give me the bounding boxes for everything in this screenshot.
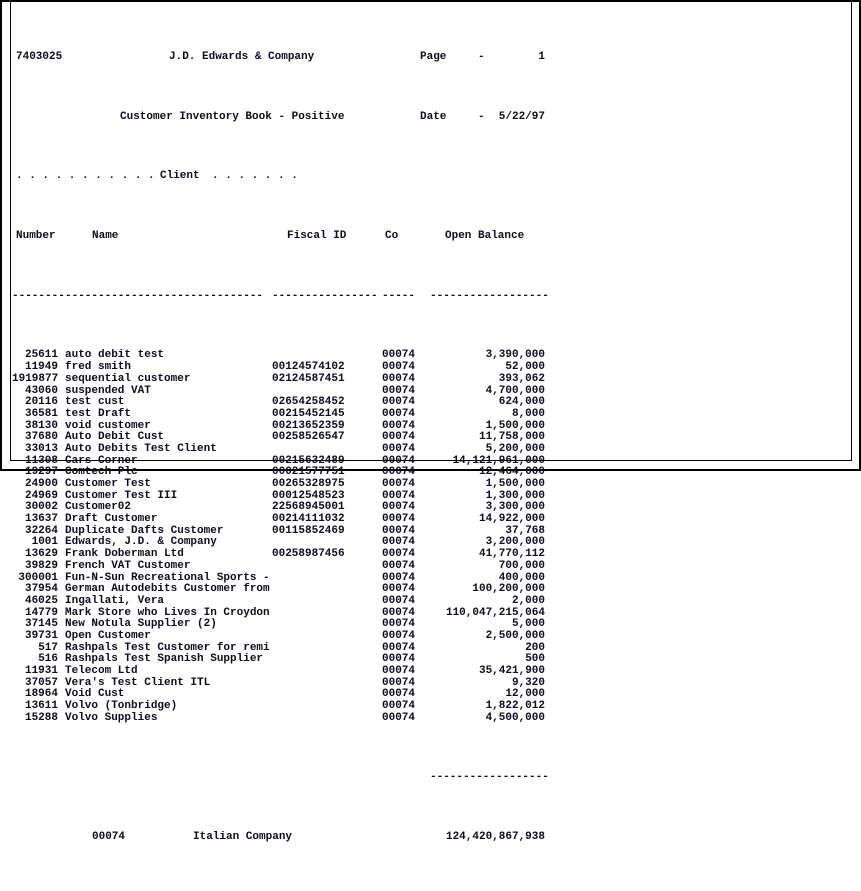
row-number: 20116: [24, 396, 58, 409]
row-open-balance: 700,000: [498, 559, 545, 572]
page-label: Page: [420, 51, 447, 63]
row-open-balance: 8,000: [511, 407, 545, 420]
row-open-balance: 1,300,000: [485, 489, 545, 502]
row-name: Comtech Plc: [65, 466, 138, 479]
row-name: Mark Store who Lives In Croydon: [65, 606, 270, 619]
table-row: [11, 666, 851, 678]
report-content: [11, 4, 851, 844]
row-name: sequential customer: [65, 372, 191, 385]
row-name: Customer02: [65, 501, 132, 514]
row-co: 00074: [382, 629, 416, 642]
row-number: 13629: [24, 548, 58, 561]
row-fiscal-id: 00021577751: [272, 466, 345, 479]
row-fiscal-id: [272, 584, 382, 596]
row-name: Volvo Supplies: [65, 711, 158, 724]
page-number: 1: [538, 51, 545, 63]
separator-co: -----: [382, 289, 416, 302]
row-fiscal-id: [272, 596, 382, 608]
report-rows: [11, 350, 851, 724]
row-co: 00074: [382, 559, 416, 572]
row-open-balance: 2,500,000: [485, 629, 545, 642]
column-header-co: Co: [385, 230, 399, 243]
total-co: 00074: [92, 831, 126, 844]
date-separator: -: [478, 110, 485, 123]
row-co: 00074: [382, 536, 416, 549]
row-open-balance: 1,500,000: [485, 419, 545, 432]
client-band-dots-right: . . . . . . .: [212, 170, 298, 183]
row-number: 1001: [31, 536, 58, 549]
row-co: 00074: [382, 431, 416, 444]
column-header-name: Name: [92, 230, 119, 243]
row-name: French VAT Customer: [65, 559, 191, 572]
report-id: 7403025: [16, 51, 63, 63]
row-number: 516: [38, 653, 58, 666]
row-number: 11931: [24, 665, 58, 677]
row-name: Telecom Ltd: [65, 665, 138, 677]
row-open-balance: 12,464,000: [478, 466, 545, 479]
row-open-balance: 393,062: [498, 372, 545, 385]
row-fiscal-id: [272, 689, 382, 701]
row-co: 00074: [382, 606, 416, 619]
row-name: test cust: [65, 396, 125, 409]
row-co: 00074: [382, 372, 416, 385]
row-co: 00074: [382, 688, 416, 701]
row-co: 00074: [382, 524, 416, 537]
row-co: 00074: [382, 349, 416, 362]
row-co: 00074: [382, 466, 416, 479]
row-co: 00074: [382, 676, 416, 689]
row-co: 00074: [382, 618, 416, 631]
row-co: 00074: [382, 442, 416, 455]
row-name: German Autodebits Customer from: [65, 583, 270, 596]
date-label: Date: [420, 110, 447, 123]
row-open-balance: 5,000: [511, 618, 545, 631]
report-header-line-2: [11, 112, 851, 124]
row-name: Customer Test III: [65, 489, 178, 502]
row-co: 00074: [382, 396, 416, 409]
date-value: 5/22/97: [498, 110, 545, 123]
row-name: Void Cust: [65, 688, 125, 701]
row-open-balance: 52,000: [505, 361, 545, 374]
row-name: Frank Doberman Ltd: [65, 548, 184, 561]
row-open-balance: 200: [525, 641, 545, 654]
row-number: 37057: [24, 676, 58, 689]
row-name: Auto Debit Cust: [65, 431, 165, 444]
row-fiscal-id: 00213652359: [272, 419, 345, 432]
row-open-balance: 1,822,012: [485, 700, 545, 713]
row-co: 00074: [382, 407, 416, 420]
client-band-dots-left: . . . . . . . . . . .: [16, 170, 155, 183]
row-name: Cars Corner: [65, 454, 138, 467]
total-row: [11, 832, 851, 844]
row-co: 00074: [382, 711, 416, 724]
row-name: Vera's Test Client ITL: [65, 676, 211, 689]
table-row: [11, 397, 851, 409]
row-name: Draft Customer: [65, 513, 158, 526]
total-separator: ------------------: [430, 771, 549, 784]
row-number: 37954: [24, 583, 58, 596]
table-row: [11, 514, 851, 526]
page-separator: -: [478, 51, 485, 63]
row-name: Rashpals Test Spanish Supplier: [65, 653, 264, 666]
column-header-open-balance: Open Balance: [445, 230, 525, 243]
row-open-balance: 12,000: [505, 688, 545, 701]
row-number: 14779: [24, 606, 58, 619]
column-header-fiscal-id: Fiscal ID: [287, 230, 347, 243]
row-number: 13637: [24, 513, 58, 526]
row-co: 00074: [382, 501, 416, 514]
row-fiscal-id: [272, 444, 382, 456]
row-fiscal-id: 00265328975: [272, 478, 345, 490]
row-fiscal-id: [272, 561, 382, 573]
row-fiscal-id: [272, 678, 382, 690]
row-number: 46025: [24, 594, 58, 607]
row-fiscal-id: [272, 654, 382, 666]
total-company-name: Italian Company: [193, 831, 293, 844]
row-co: 00074: [382, 513, 416, 526]
table-row: [11, 561, 851, 573]
row-open-balance: 4,700,000: [485, 384, 545, 397]
row-fiscal-id: 02654258452: [272, 396, 345, 409]
row-number: 39829: [24, 559, 58, 572]
row-open-balance: 9,320: [511, 676, 545, 689]
separator-open-balance: ------------------: [430, 289, 549, 302]
table-row: [11, 444, 851, 456]
table-row: [11, 409, 851, 421]
row-name: Rashpals Test Customer for remi: [65, 641, 270, 654]
row-open-balance: 35,421,900: [478, 665, 545, 677]
row-open-balance: 14,121,961,000: [452, 454, 545, 467]
row-fiscal-id: 00115852469: [272, 524, 345, 537]
row-fiscal-id: 00124574102: [272, 361, 345, 374]
table-row: [11, 596, 851, 608]
row-number: 30002: [24, 501, 58, 514]
row-number: 24900: [24, 478, 58, 490]
row-name: Fun-N-Sun Recreational Sports -: [65, 571, 270, 584]
table-row: [11, 631, 851, 643]
row-co: 00074: [382, 571, 416, 584]
row-fiscal-id: 00214111032: [272, 513, 345, 526]
row-fiscal-id: 00012548523: [272, 489, 345, 502]
row-co: 00074: [382, 384, 416, 397]
row-fiscal-id: 00215452145: [272, 407, 345, 420]
row-number: 11308: [24, 454, 58, 467]
row-open-balance: 11,758,000: [478, 431, 545, 444]
row-name: Volvo (Tonbridge): [65, 700, 178, 713]
row-fiscal-id: [272, 619, 382, 631]
total-separator-row: [11, 772, 851, 784]
table-row: [11, 491, 851, 503]
row-fiscal-id: [272, 666, 382, 678]
row-fiscal-id: 00215632489: [272, 454, 345, 467]
company-name: J.D. Edwards & Company: [169, 51, 315, 63]
row-name: fred smith: [65, 361, 132, 374]
report-title: Customer Inventory Book - Positive: [120, 110, 345, 123]
separator-number: --------: [12, 289, 65, 302]
row-fiscal-id: 02124587451: [272, 372, 345, 385]
row-open-balance: 3,200,000: [485, 536, 545, 549]
separator-name: ------------------------------: [65, 289, 264, 302]
row-number: 300001: [18, 571, 58, 584]
row-number: 18964: [24, 688, 58, 701]
row-number: 32264: [24, 524, 58, 537]
row-number: 13611: [24, 700, 58, 713]
row-fiscal-id: [272, 713, 382, 725]
row-number: 36581: [24, 407, 58, 420]
row-open-balance: 3,300,000: [485, 501, 545, 514]
row-fiscal-id: [272, 643, 382, 655]
column-separator-row: [11, 291, 851, 303]
row-name: Auto Debits Test Client: [65, 442, 217, 455]
row-number: 19297: [24, 466, 58, 479]
client-band-label: Client: [160, 170, 200, 183]
table-row: [11, 701, 851, 713]
row-fiscal-id: [272, 608, 382, 620]
table-row: [11, 678, 851, 690]
row-name: Customer Test: [65, 478, 151, 490]
row-name: Duplicate Dafts Customer: [65, 524, 224, 537]
row-co: 00074: [382, 454, 416, 467]
report-page: [10, 2, 852, 844]
row-fiscal-id: 00258987456: [272, 548, 345, 561]
row-open-balance: 14,922,000: [478, 513, 545, 526]
row-open-balance: 500: [525, 653, 545, 666]
row-fiscal-id: 00258526547: [272, 431, 345, 444]
row-co: 00074: [382, 489, 416, 502]
row-open-balance: 100,200,000: [472, 583, 545, 596]
row-open-balance: 624,000: [498, 396, 545, 409]
column-header-row: [11, 231, 851, 243]
row-name: void customer: [65, 419, 151, 432]
row-open-balance: 1,500,000: [485, 478, 545, 490]
row-open-balance: 41,770,112: [478, 548, 545, 561]
row-number: 1919877: [12, 372, 59, 385]
row-co: 00074: [382, 419, 416, 432]
row-number: 11949: [24, 361, 58, 374]
row-number: 37680: [24, 431, 58, 444]
row-co: 00074: [382, 478, 416, 490]
row-co: 00074: [382, 548, 416, 561]
row-number: 33013: [24, 442, 58, 455]
row-number: 37145: [24, 618, 58, 631]
row-name: Open Customer: [65, 629, 151, 642]
row-number: 517: [38, 641, 58, 654]
row-name: Ingallati, Vera: [65, 594, 165, 607]
row-co: 00074: [382, 653, 416, 666]
row-co: 00074: [382, 594, 416, 607]
client-band: [11, 171, 851, 183]
report-header-line-1: [11, 52, 851, 64]
table-row: [11, 479, 851, 491]
table-row: [11, 713, 851, 725]
row-name: auto debit test: [65, 349, 165, 362]
table-row: [11, 386, 851, 398]
row-name: suspended VAT: [65, 384, 151, 397]
row-name: New Notula Supplier (2): [65, 618, 217, 631]
row-fiscal-id: 22568945001: [272, 501, 345, 514]
table-row: [11, 350, 851, 362]
table-row: [11, 374, 851, 386]
row-open-balance: 3,390,000: [485, 349, 545, 362]
row-number: 15288: [24, 711, 58, 724]
row-co: 00074: [382, 665, 416, 677]
row-number: 24969: [24, 489, 58, 502]
row-fiscal-id: [272, 573, 382, 585]
row-number: 38130: [24, 419, 58, 432]
row-open-balance: 37,768: [505, 524, 545, 537]
column-header-number: Number: [16, 230, 56, 243]
row-number: 39731: [24, 629, 58, 642]
row-open-balance: 4,500,000: [485, 711, 545, 724]
row-open-balance: 5,200,000: [485, 442, 545, 455]
row-number: 25611: [24, 349, 58, 362]
row-open-balance: 2,000: [511, 594, 545, 607]
separator-fiscal-id: ----------------: [272, 289, 378, 302]
total-amount: 124,420,867,938: [445, 831, 545, 844]
row-co: 00074: [382, 700, 416, 713]
row-fiscal-id: [272, 701, 382, 713]
row-fiscal-id: [272, 631, 382, 643]
row-name: test Draft: [65, 407, 132, 420]
row-co: 00074: [382, 583, 416, 596]
row-co: 00074: [382, 361, 416, 374]
row-number: 43060: [24, 384, 58, 397]
row-co: 00074: [382, 641, 416, 654]
row-open-balance: 110,047,215,064: [445, 606, 545, 619]
row-name: Edwards, J.D. & Company: [65, 536, 217, 549]
row-open-balance: 400,000: [498, 571, 545, 584]
